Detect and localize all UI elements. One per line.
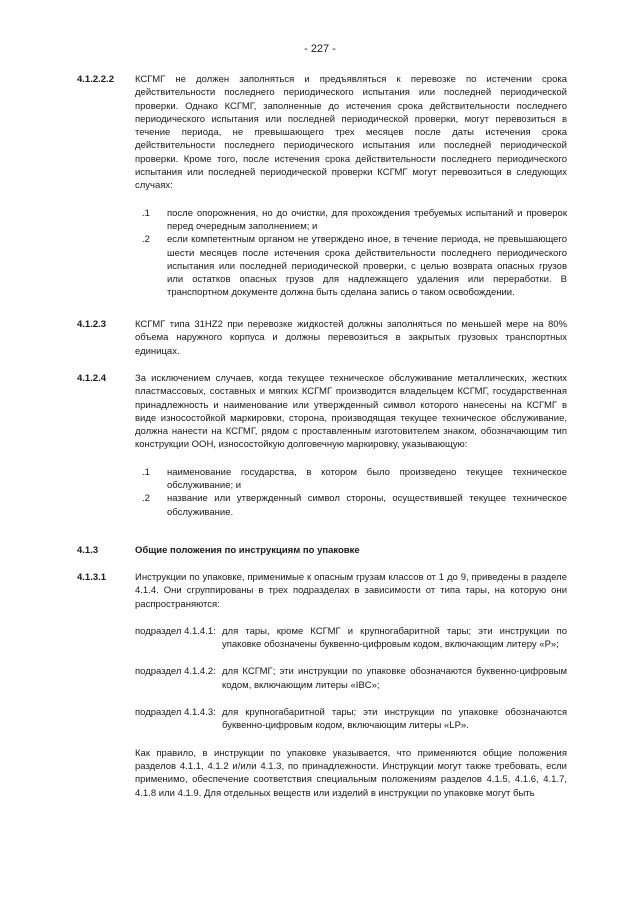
section-paragraph: За исключением случаев, когда текущее техническое обслуживание металлических, жестких пластмассовых, составных и мягких КСГМГ производится владельцем КСГМГ, государственная принадлежность и наименование или утвержденный символ которого нанесены на КСГМГ в виде износостойкой маркировки, сторона, производящая текущее техническое обслуживание, должна нанести на КСГМГ, рядом с проставленным изготовителем знаком, обозначающим тип конструкции ООН, износостойкую долговечную маркировку, указывающую: xyxy=(135,373,567,451)
subsection-row xyxy=(135,665,567,692)
section-4-1-2-4 xyxy=(77,372,567,519)
subsection-label: подраздел 4.1.4.2: xyxy=(135,666,216,678)
subsection-label: подраздел 4.1.4.3: xyxy=(135,707,216,719)
section-4-1-2-3 xyxy=(77,318,567,358)
list-item-text: наименование государства, в котором было произведено текущее техническое обслуживание; и xyxy=(167,466,567,492)
section-number: 4.1.3 xyxy=(77,545,99,556)
subsection-row xyxy=(135,706,567,733)
list-item xyxy=(142,233,567,299)
list-item-text: название или утвержденный символ стороны, осуществившей текущее техническое обслуживание. xyxy=(167,493,567,518)
list-item-number: .1 xyxy=(142,207,150,219)
section-paragraph: Инструкции по упаковке, применимые к опасным грузам классов от 1 до 9, приведены в разделе 4.1.4. Они сгруппированы в трех подразделах в зависимости от типа тары, на которую они распространяются: xyxy=(135,572,567,610)
page-number: - 227 - xyxy=(304,43,336,55)
closing-paragraph: Как правило, в инструкции по упаковке указывается, что применяются общие положения разделов 4.1.1, 4.1.2 и/или 4.1.3, по принадлежности. Инструкции могут также требовать, если применимо, обеспечение соответствия специальным положениям разделов 4.1.5, 4.1.6, 4.1.7, 4.1.8 или 4.1.9. Для отдельных веществ или изделий в инструкции по упаковке могут быть xyxy=(135,747,567,799)
section-paragraph: КСГМГ не должен заполняться и предъявляться к перевозке по истечении срока действительности последнего периодического испытания или последней периодической проверки. Однако КСГМГ, заполненные до истечения срока действительности последнего периодического испытания или последней периодической проверки, могут перевозиться в течение периода, не превышающего трех месяцев после даты истечения срока действительности последнего периодического испытания или последней периодической проверки. Кроме того, после истечения срока действительности последнего периодического испытания или последней периодической проверки КСГМГ могут перевозиться в следующих случаях: xyxy=(135,74,567,192)
list-item xyxy=(142,207,567,234)
list-item-number: .1 xyxy=(142,466,150,478)
list-item-number: .2 xyxy=(142,234,150,246)
section-number: 4.1.2.4 xyxy=(77,373,107,384)
list-item xyxy=(142,466,567,493)
section-paragraph: КСГМГ типа 31HZ2 при перевозке жидкостей должны заполняться по меньшей мере на 80% объема наружного корпуса и должны перевозиться в закрытых грузовых транспортных единицах. xyxy=(135,319,567,357)
section-4-1-2-2-2 xyxy=(77,73,567,300)
subsection-label: подраздел 4.1.4.1: xyxy=(135,625,216,637)
section-number: 4.1.2.3 xyxy=(77,319,107,330)
subsection-text: для крупногабаритной тары; эти инструкции по упаковке обозначаются буквенно-цифровым кодом, включающим литеры «LP». xyxy=(222,707,567,732)
subsection-text: для КСГМГ; эти инструкции по упаковке обозначаются буквенно-цифровым кодом, включающим литеры «IBC»; xyxy=(222,666,567,691)
subsection-text: для тары, кроме КСГМГ и крупногабаритной тары; эти инструкции по упаковке обозначены буквенно-цифровым кодом, включающим литеру «P»; xyxy=(222,625,567,651)
section-title: Общие положения по инструкциям по упаковке xyxy=(135,545,360,556)
subsection-row xyxy=(135,625,567,652)
section-4-1-3-1 xyxy=(77,571,567,800)
section-4-1-3 xyxy=(77,544,567,557)
list-item-text: после опорожнения, но до очистки, для прохождения требуемых испытаний и проверок перед очередным заполнением; и xyxy=(167,207,567,232)
list-item xyxy=(142,492,567,519)
list-item-text: если компетентным органом не утверждено иное, в течение периода, не превышающего шести месяцев после истечения срока действительности последнего периодического испытания или последней периодической проверки, с целью возврата опасных грузов или остатков опасных грузов для надлежащего удаления или переработки. В транспортном документе должна быть сделана запись о таком освобождении. xyxy=(167,234,567,299)
list-item-number: .2 xyxy=(142,493,150,505)
section-number: 4.1.2.2.2 xyxy=(77,74,114,85)
section-number: 4.1.3.1 xyxy=(77,572,107,583)
